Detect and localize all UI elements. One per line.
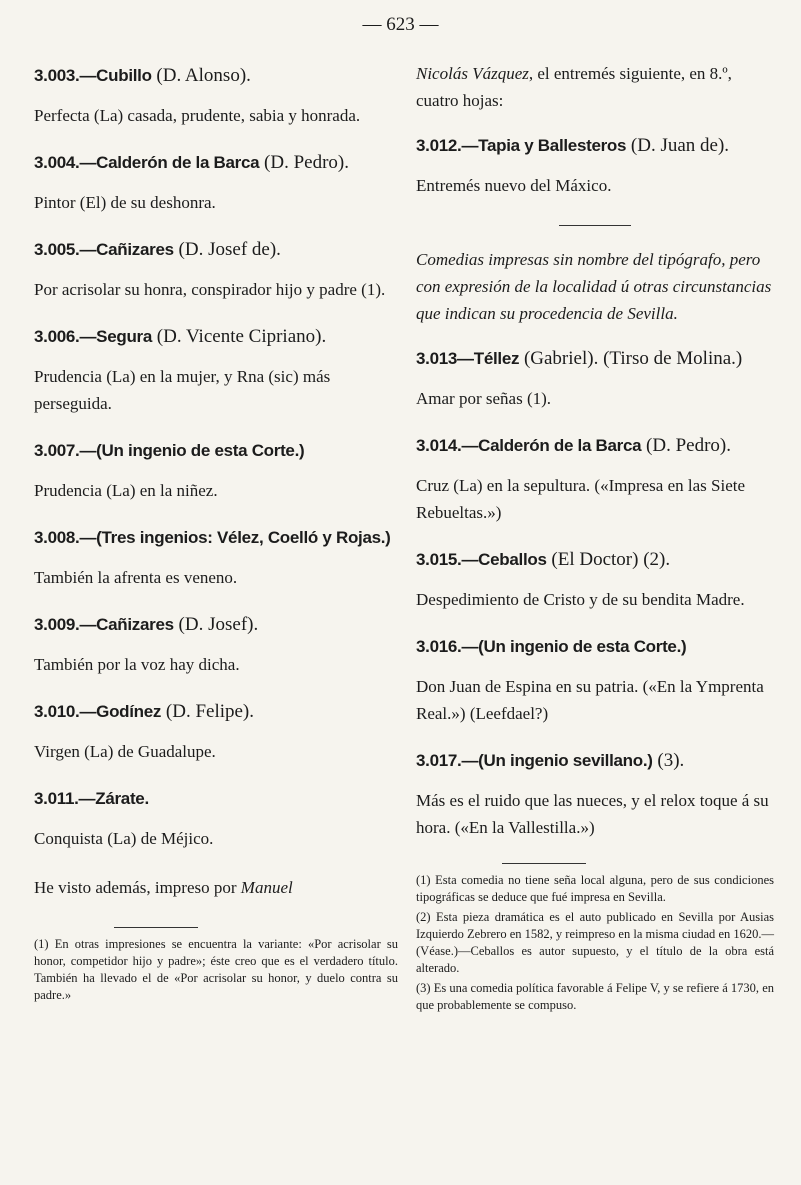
entry-title: Prudencia (La) en la mujer, y Rna (sic) más perseguida. xyxy=(34,367,331,413)
catalog-entry xyxy=(34,64,398,129)
entry-author-rest: (D. Josef). xyxy=(173,614,259,635)
entry-author: (Un ingenio de esta Corte.) xyxy=(96,441,305,460)
entry-author: (Un ingenio de esta Corte.) xyxy=(478,637,687,656)
entry-number: 3.003.— xyxy=(34,66,97,85)
entry-number: 3.014.— xyxy=(416,436,479,455)
entry-author: Cañizares xyxy=(96,615,174,634)
entry-title: Prudencia (La) en la niñez. xyxy=(34,481,218,500)
footnote: (3) Es una comedia política favorable á Felipe V, y se refiere á 1730, en que probablemente se compuso. xyxy=(416,981,774,1012)
entry-author: Segura xyxy=(96,327,153,346)
catalog-entry xyxy=(416,635,774,727)
closing-text-italic: Manuel xyxy=(240,878,293,897)
entry-author: Cubillo xyxy=(96,66,152,85)
entry-title: Pintor (El) de su deshonra. xyxy=(34,193,216,212)
entry-title: Conquista (La) de Méjico. xyxy=(34,829,214,848)
footnote: (2) Esta pieza dramática es el auto publicado en Sevilla por Ausias Izquierdo Zebrero en 1582, y reimpreso en la misma ciudad en 1620.—(Véase.)—Ceballos es autor supuesto, y el título de la obra está alterado. xyxy=(416,910,774,975)
entry-number: 3.010.— xyxy=(34,702,97,721)
entry-title: Don Juan de Espina en su patria. («En la Ymprenta Real.») (Leefdael?) xyxy=(416,677,764,723)
catalog-entry xyxy=(416,548,774,613)
entry-number: 3.011.— xyxy=(34,789,96,808)
entry-number: 3.013— xyxy=(416,349,474,368)
catalog-entry xyxy=(34,787,398,852)
entry-author: (Tres ingenios: Vélez, Coelló y Rojas.) xyxy=(96,528,391,547)
entry-number: 3.007.— xyxy=(34,441,97,460)
entry-title: Despedimiento de Cristo y de su bendita Madre. xyxy=(416,590,745,609)
left-column xyxy=(34,64,398,1007)
entry-title: Por acrisolar su honra, conspirador hijo y padre (1). xyxy=(34,280,386,299)
closing-text-plain: He visto además, impreso por xyxy=(34,878,241,897)
catalog-entry xyxy=(416,434,774,526)
entry-author-rest: (D. Alonso). xyxy=(151,65,251,86)
entry-title: Cruz (La) en la sepultura. («Impresa en las Siete Rebueltas.») xyxy=(416,476,746,522)
entry-number: 3.016.— xyxy=(416,637,479,656)
catalog-entry xyxy=(416,347,774,412)
entry-number: 3.015.— xyxy=(416,550,479,569)
catalog-entry xyxy=(34,439,398,504)
catalog-entry xyxy=(416,749,774,841)
catalog-entry xyxy=(34,700,398,765)
entry-author: Cañizares xyxy=(96,240,174,259)
catalog-entry xyxy=(34,325,398,417)
entry-title: Perfecta (La) casada, prudente, sabia y honrada. xyxy=(34,106,361,125)
entry-title: Virgen (La) de Guadalupe. xyxy=(34,742,216,761)
catalog-entry xyxy=(34,613,398,678)
entry-number: 3.008.— xyxy=(34,528,97,547)
entry-title: Entremés nuevo del Máxico. xyxy=(416,176,612,195)
entry-title: Amar por señas (1). xyxy=(416,389,552,408)
closing-text xyxy=(34,874,398,901)
catalog-entry xyxy=(34,238,398,303)
entry-number: 3.012.— xyxy=(416,136,479,155)
entry-author-rest: (Gabriel). (Tirso de Molina.) xyxy=(519,348,743,369)
footnote: (1) Esta comedia no tiene seña local alguna, pero de sus condiciones tipográficas se deduce que fué impresa en Sevilla. xyxy=(416,873,774,904)
entry-number: 3.009.— xyxy=(34,615,97,634)
entry-author: Téllez xyxy=(473,349,520,368)
entry-author-rest: (D. Josef de). xyxy=(173,239,281,260)
opening-text xyxy=(416,60,774,114)
entry-author-rest: (D. Vicente Cipriano). xyxy=(152,326,327,347)
page-number: — 623 — xyxy=(362,14,439,35)
entry-author-rest: (D. Pedro). xyxy=(641,435,731,456)
entry-author: Calderón de la Barca xyxy=(96,153,260,172)
entry-author: Zárate. xyxy=(95,789,149,808)
entry-author: (Un ingenio sevillano.) xyxy=(478,751,653,770)
footnote-divider xyxy=(502,863,586,864)
entry-author: Ceballos xyxy=(478,550,547,569)
entry-title: Más es el ruido que las nueces, y el relox toque á su hora. («En la Vallestilla.») xyxy=(416,791,769,837)
entry-author-rest: (D. Felipe). xyxy=(161,701,255,722)
entry-author-rest: (D. Juan de). xyxy=(626,135,730,156)
entry-author: Tapia y Ballesteros xyxy=(478,136,627,155)
entry-number: 3.006.— xyxy=(34,327,97,346)
right-column xyxy=(416,60,774,1017)
catalog-entry xyxy=(34,526,398,591)
opening-text-plain: , el entremés siguiente, en 8.º, cuatro hojas: xyxy=(416,64,732,110)
entry-number: 3.004.— xyxy=(34,153,97,172)
footnote-divider xyxy=(114,927,198,928)
entry-author-rest: (El Doctor) (2). xyxy=(546,549,671,570)
entry-author: Godínez xyxy=(96,702,162,721)
section-heading: Comedias impresas sin nombre del tipógrafo, pero con expresión de la localidad ú otras circunstancias que indican su procedencia de Sevilla. xyxy=(416,250,772,323)
catalog-entry xyxy=(34,151,398,216)
section-divider xyxy=(559,225,631,226)
entry-number: 3.017.— xyxy=(416,751,479,770)
entry-title: También por la voz hay dicha. xyxy=(34,655,240,674)
opening-text-italic: Nicolás Vázquez xyxy=(416,64,529,83)
entry-author-rest: (D. Pedro). xyxy=(259,152,349,173)
entry-number: 3.005.— xyxy=(34,240,97,259)
footnote: (1) En otras impresiones se encuentra la variante: «Por acrisolar su honor, competidor hijo y padre»; éste creo que es el verdadero título. También ha llevado el de «Por acrisolar su honor, y duelo contra su padre.» xyxy=(34,937,398,1002)
entry-title: También la afrenta es veneno. xyxy=(34,568,238,587)
entry-author: Calderón de la Barca xyxy=(478,436,642,455)
catalog-entry xyxy=(416,134,774,199)
entry-author-rest: (3). xyxy=(652,750,685,771)
